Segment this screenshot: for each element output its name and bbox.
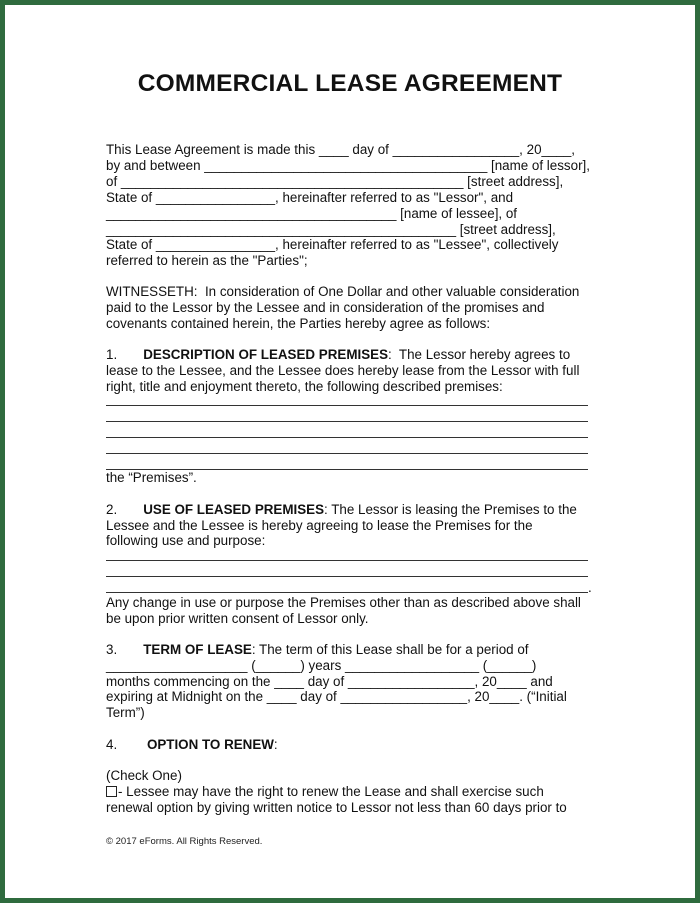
section-number: 1. (106, 347, 118, 362)
witnesseth-line: WITNESSETH: In consideration of One Dollar and other valuable consideration (106, 284, 580, 299)
intro-line: _______________________________________ [name of lessee], of (106, 206, 518, 221)
intro-line: State of ________________, hereinafter referred to as "Lessee", collectively (106, 237, 559, 252)
section-2-closing: Any change in use or purpose the Premises other than as described above shall (106, 595, 581, 610)
document-title: COMMERCIAL LEASE AGREEMENT (137, 70, 563, 97)
section-text: : (273, 737, 278, 752)
check-one-label: (Check One) (106, 768, 182, 783)
section-2-first-line (106, 502, 577, 518)
section-heading: OPTION TO RENEW (146, 737, 274, 752)
intro-line: referred to herein as the "Parties"; (106, 253, 308, 268)
section-number: 2. (106, 502, 118, 517)
renew-option-line: renewal option by giving written notice to Lessor not less than 60 days prior to (106, 800, 567, 815)
fill-in-line[interactable] (106, 421, 588, 422)
section-heading: TERM OF LEASE (143, 642, 252, 657)
witnesseth-line: covenants contained herein, the Parties hereby agree as follows: (106, 316, 491, 331)
section-text: : The Lessor is leasing the Premises to the (324, 502, 577, 517)
fill-in-line[interactable] (106, 437, 588, 438)
intro-line: _______________________________________________ [street address], (106, 222, 556, 237)
section-4-first-line (106, 737, 278, 753)
intro-line: by and between ______________________________________ [name of lessor], (106, 158, 590, 173)
section-heading: DESCRIPTION OF LEASED PREMISES (143, 347, 389, 362)
section-2-line: Lessee and the Lessee is hereby agreeing to lease the Premises for the (106, 518, 533, 533)
section-number: 3. (106, 642, 118, 657)
renew-option-line (106, 784, 544, 800)
section-2-line: following use and purpose: (106, 533, 266, 548)
section-2-closing: be upon prior written consent of Lessor only. (106, 611, 369, 626)
intro-line: This Lease Agreement is made this ____ day of _________________, 20____, (106, 142, 576, 157)
intro-line: State of ________________, hereinafter referred to as "Lessor", and (106, 190, 514, 205)
fill-in-line[interactable] (106, 592, 588, 593)
trailing-period: . (588, 580, 592, 595)
section-3-line: expiring at Midnight on the ____ day of _________________, 20____. (“Initial (106, 689, 567, 704)
section-number: 4. (106, 737, 118, 752)
section-3-first-line (106, 642, 529, 658)
copyright-footer: © 2017 eForms. All Rights Reserved. (106, 836, 263, 847)
section-text: : The term of this Lease shall be for a period of (251, 642, 529, 657)
section-3-line: Term”) (106, 705, 145, 720)
fill-in-line[interactable] (106, 453, 588, 454)
renew-option-text: - Lessee may have the right to renew the Lease and shall exercise such (118, 784, 544, 799)
section-text: : The Lessor hereby agrees to (388, 347, 571, 362)
section-1-line: right, title and enjoyment thereto, the following described premises: (106, 379, 503, 394)
section-1-closing: the “Premises”. (106, 470, 197, 485)
intro-line: of ______________________________________________ [street address], (106, 174, 564, 189)
fill-in-line[interactable] (106, 560, 588, 561)
witnesseth-line: paid to the Lessor by the Lessee and in consideration of the promises and (106, 300, 545, 315)
section-1-first-line (106, 347, 570, 363)
renew-option-checkbox[interactable] (106, 786, 117, 797)
section-heading: USE OF LEASED PREMISES (143, 502, 325, 517)
section-3-line: months commencing on the ____ day of _________________, 20____ and (106, 674, 553, 689)
fill-in-line[interactable] (106, 576, 588, 577)
section-3-line: ___________________ (______) years __________________ (______) (106, 658, 537, 673)
section-1-line: lease to the Lessee, and the Lessee does hereby lease from the Lessor with full (106, 363, 580, 378)
fill-in-line[interactable] (106, 405, 588, 406)
